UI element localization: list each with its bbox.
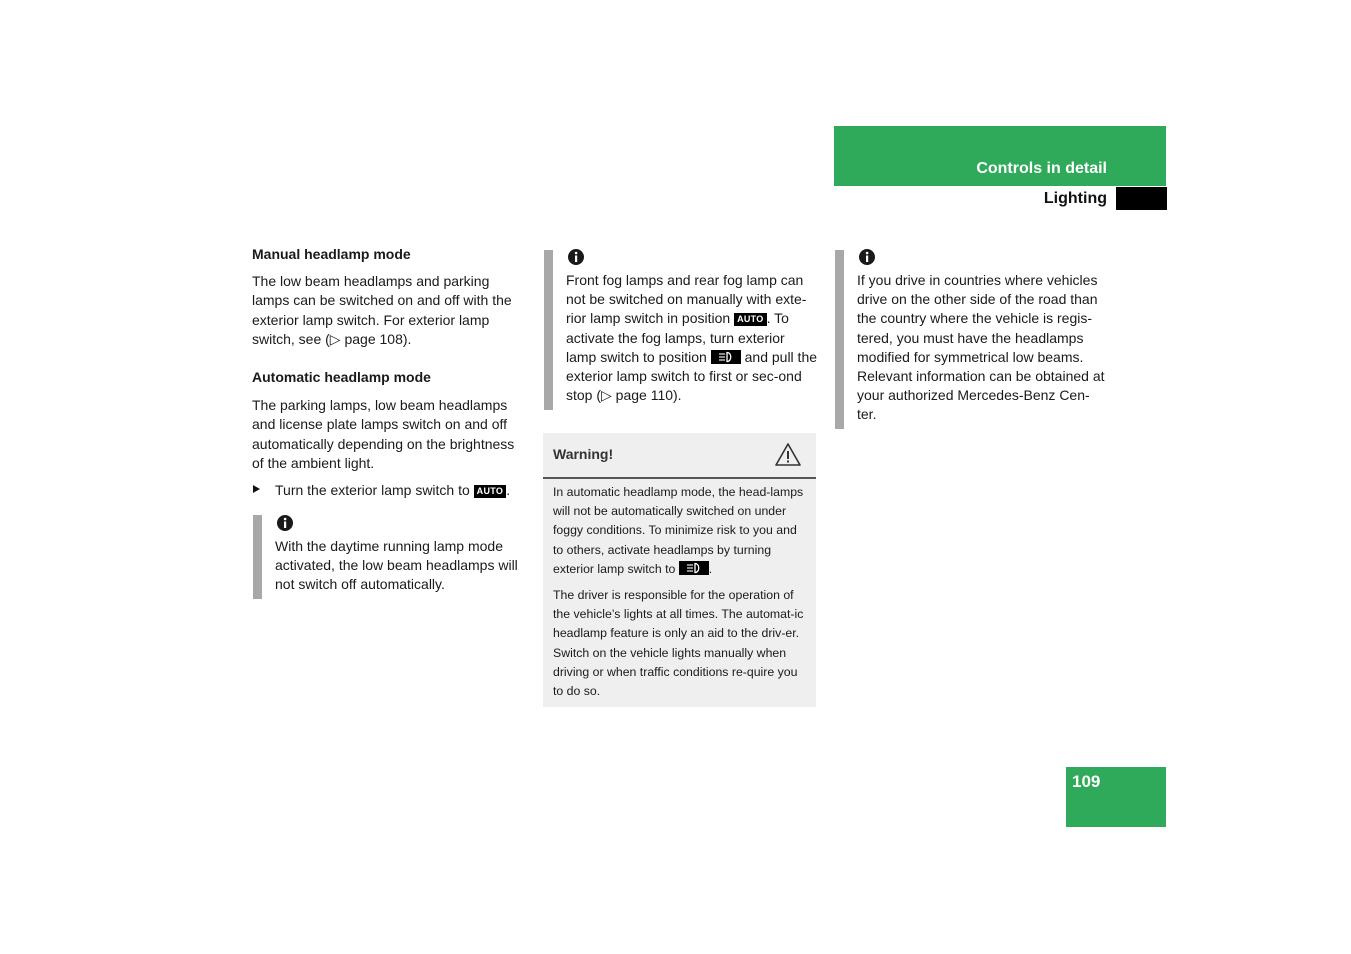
warning-paragraph-1 [553,483,808,579]
daytime-note-text: With the daytime running lamp mode activated, the low beam headlamps will not switch off automatically. [275,538,518,593]
auto-badge: AUTO [474,485,507,498]
left-note [275,537,530,595]
section-title: Controls in detail [976,160,1107,177]
warning-triangle-icon [774,442,802,467]
manual-headlamp-text: The low beam headlamps and parking lamps can be switched on and off with the exterior lamp switch. For exterior lamp switch, see (▷ page 108). [252,273,512,347]
note-bar-right [835,250,844,429]
warning-body [553,483,808,708]
note-bar-middle [544,250,553,410]
info-icon [567,248,585,266]
warning-box [543,433,816,707]
fog-note-part3: and pull the exterior lamp switch to first or sec-ond stop (▷ page 110). [566,348,818,404]
fog-note-part1: Front fog lamps and rear fog lamp can not be switched on manually with exte-rior lamp switch in position [566,272,807,327]
auto-headlamp-text: The parking lamps, low beam headlamps and license plate lamps switch on and off automatically depending on the brightness of the ambient light. [252,397,515,471]
info-icon [276,514,294,532]
instruction-text: Turn the exterior lamp switch to [275,482,470,498]
left-column [252,245,524,473]
warning-p1-text: In automatic headlamp mode, the head-lamps will not be automatically switched on under foggy conditions. To minimize risk to you and to others, activate headlamps by turning exterior lamp switch to [553,485,804,576]
auto-badge: AUTO [734,313,767,326]
subsection-title: Lighting [1043,190,1107,207]
warning-paragraph-2: The driver is responsible for the operation of the vehicle’s lights at all times. The automat-ic headlamp feature is only an aid to the driv-er. Switch on the vehicle lights manually when driving or when traffic conditions re-quire you to do so. [553,588,804,699]
info-icon [858,248,876,266]
middle-note [566,271,818,405]
auto-headlamp-heading: Automatic headlamp mode [252,369,431,386]
instruction-step [275,481,535,500]
page-number: 109 [1072,772,1101,791]
manual-headlamp-heading: Manual headlamp mode [252,246,411,262]
warning-header [543,433,816,479]
country-note-text: If you drive in countries where vehicles drive on the other side of the road than the country where the vehicle is regis-tered, you must have the headlamps modified for symmetrical low beams. Relevant information can be obtained at your authorized Mercedes-Benz Cen-ter. [857,272,1105,423]
headlamp-symbol-icon [679,561,709,575]
note-bar-left [253,515,262,599]
warning-title: Warning! [553,446,614,462]
instruction-end: . [506,482,511,498]
instruction-arrow-icon [253,485,260,493]
headlamp-symbol-icon [711,350,741,364]
warning-p1-end: . [708,561,713,576]
right-note [857,271,1109,425]
header-black-tab [1116,187,1167,210]
fog-note-part2: . To activate the fog lamps, turn exterior lamp switch to position [566,310,789,365]
